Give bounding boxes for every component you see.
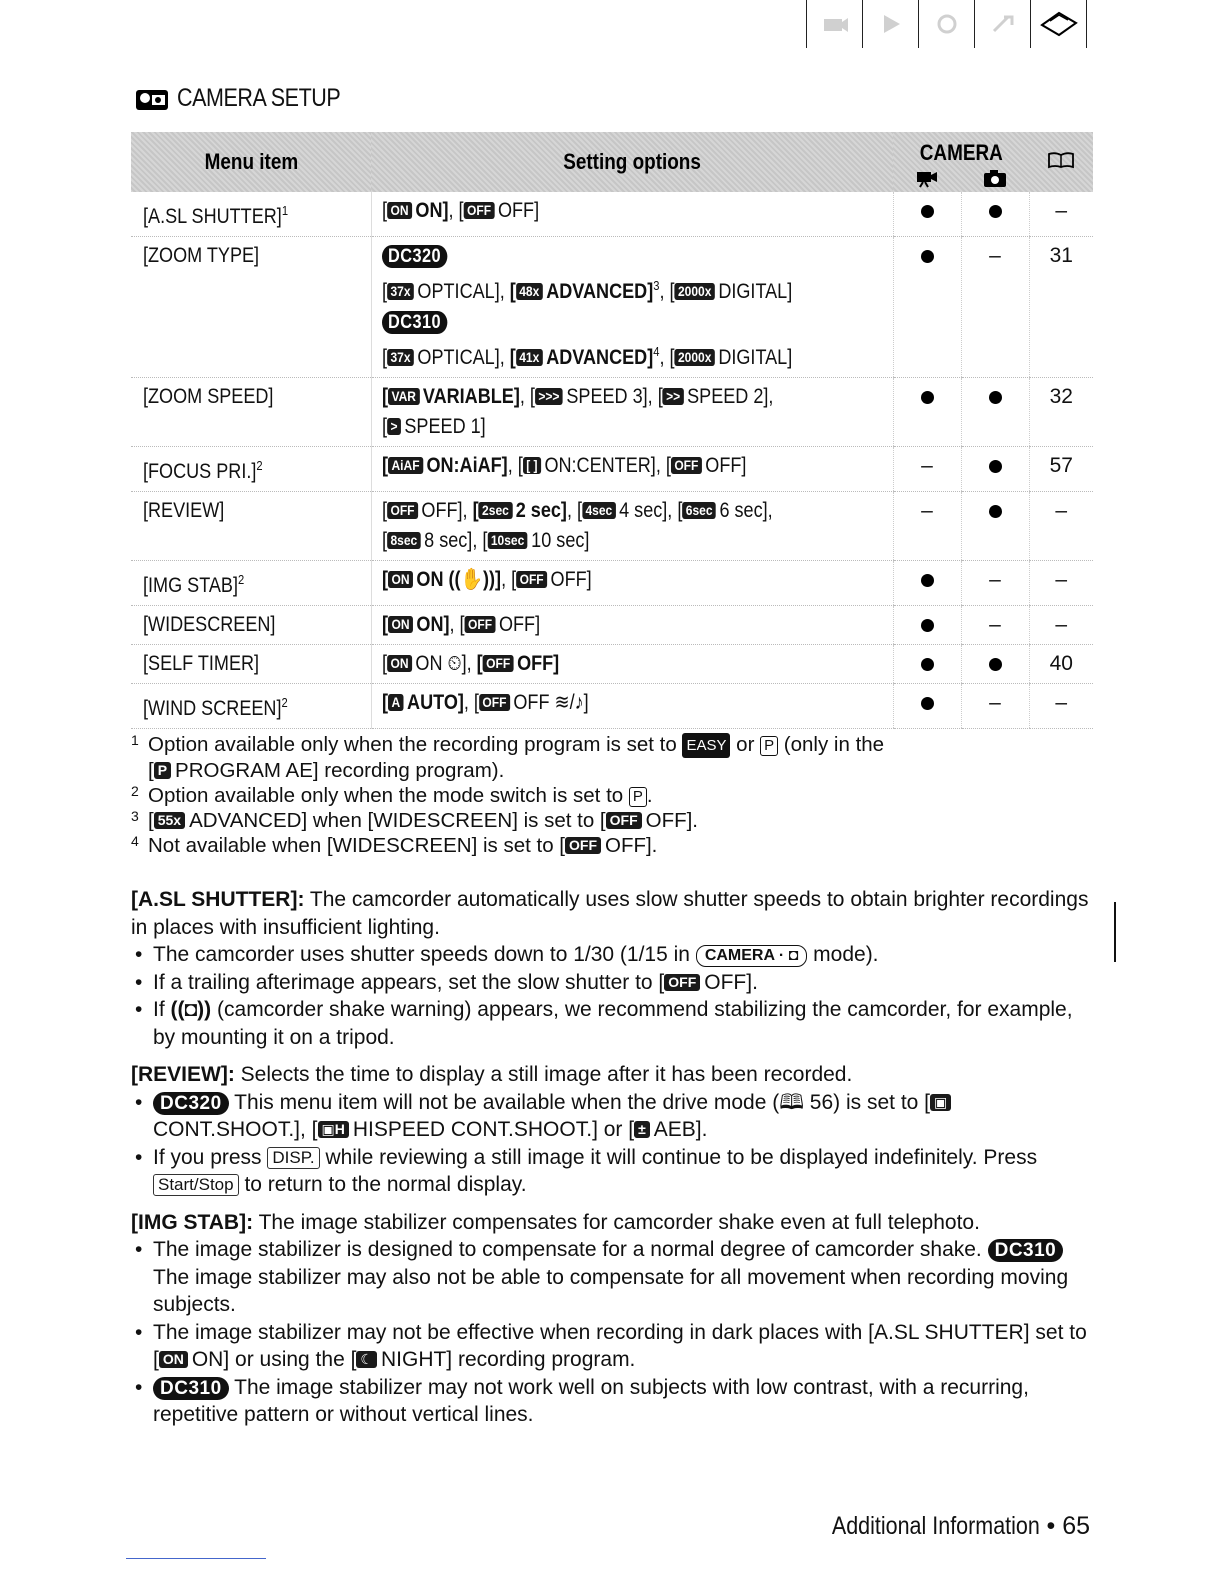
available-dot — [921, 658, 934, 671]
reference-page-cell: – — [1029, 684, 1093, 729]
available-dot — [989, 505, 1002, 518]
bullet-list — [131, 941, 1091, 1051]
available-dot — [921, 619, 934, 632]
footnote: 3 [ 55x ADVANCED] when [WIDESCREEN] is set to [ OFF OFF]. — [131, 808, 699, 832]
settings-table — [131, 132, 1093, 729]
movie-availability — [893, 606, 961, 645]
unavailable-mark: – — [989, 568, 1001, 591]
movie-availability — [893, 237, 961, 378]
movie-availability — [893, 447, 961, 492]
page-title: CAMERA SETUP — [177, 84, 341, 112]
page-footer — [798, 1512, 1090, 1541]
photo-availability — [961, 645, 1029, 684]
section-heading — [135, 84, 367, 113]
camera-setup-icon — [135, 86, 169, 112]
menu-item-cell: [ZOOM TYPE] — [131, 237, 371, 378]
photo-availability — [961, 561, 1029, 606]
menu-item-cell: [REVIEW] — [131, 492, 371, 561]
setting-options-cell: [ VAR VARIABLE], [ >>> SPEED 3], [ >> SPEED 2], [ > SPEED 1] — [371, 378, 893, 447]
movie-availability — [893, 561, 961, 606]
table-row — [131, 684, 1093, 729]
unavailable-mark: – — [921, 499, 933, 522]
table-row — [131, 378, 1093, 447]
reference-page-cell: 32 — [1029, 378, 1093, 447]
photo-availability — [961, 447, 1029, 492]
footer-bullet: • — [1046, 1512, 1056, 1540]
unavailable-mark: – — [989, 613, 1001, 636]
menu-item-cell: [FOCUS PRI.]$^2$ — [131, 447, 371, 492]
available-dot — [989, 391, 1002, 404]
photo-availability — [961, 192, 1029, 237]
bullet-item: • DC310 The image stabilizer may not work well on subjects with low contrast, with a recurring, repetitive pattern or without vertical lines. — [131, 1374, 1091, 1429]
setting-options-cell: [ ON ON], [ OFF OFF] — [371, 192, 893, 237]
photo-availability — [961, 492, 1029, 561]
menu-item-cell: [SELF TIMER] — [131, 645, 371, 684]
available-dot — [989, 658, 1002, 671]
table-header-row — [131, 132, 1093, 192]
table-row — [131, 447, 1093, 492]
photo-mode-icon — [982, 168, 1008, 188]
bullet-item: • If you press DISP. while reviewing a still image it will continue to be displayed indefinitely. Press Start/Stop to return to the normal display. — [131, 1144, 1091, 1199]
bullet-item: • If a trailing afterimage appears, set the slow shutter to [ OFF OFF]. — [131, 969, 1091, 997]
movie-availability — [893, 645, 961, 684]
book-tab[interactable] — [1030, 0, 1087, 48]
unavailable-mark: – — [989, 244, 1001, 267]
margin-change-bar — [1114, 902, 1116, 962]
book-tab-icon — [1039, 9, 1079, 39]
reference-page-cell: 57 — [1029, 447, 1093, 492]
unavailable-mark: – — [921, 454, 933, 477]
top-nav — [806, 0, 1087, 50]
available-dot — [921, 391, 934, 404]
movie-mode-icon — [914, 168, 940, 188]
section-paragraph: [IMG STAB]: The image stabilizer compensates for camcorder shake even at full telephoto. — [131, 1210, 980, 1234]
header-menu-item: Menu item — [131, 132, 371, 192]
photo-availability — [961, 378, 1029, 447]
available-dot — [921, 574, 934, 587]
unavailable-mark: – — [989, 691, 1001, 714]
reference-page-cell: 31 — [1029, 237, 1093, 378]
setting-options-cell: [ A AUTO], [ OFF OFF ≋/♪] — [371, 684, 893, 729]
footnote: 4 Not available when [WIDESCREEN] is set to [ OFF OFF]. — [131, 833, 658, 857]
play-tab[interactable] — [862, 0, 918, 48]
table-row — [131, 492, 1093, 561]
header-camera: CAMERA — [893, 132, 1029, 192]
menu-item-cell: [IMG STAB]$^2$ — [131, 561, 371, 606]
table-row — [131, 645, 1093, 684]
table-row — [131, 192, 1093, 237]
available-dot — [921, 250, 934, 263]
reference-page-cell: – — [1029, 606, 1093, 645]
section-paragraph: [REVIEW]: Selects the time to display a still image after it has been recorded. — [131, 1063, 853, 1086]
menu-item-cell: [WIND SCREEN]$^2$ — [131, 684, 371, 729]
bottom-rule — [126, 1558, 266, 1559]
tools-tab[interactable] — [974, 0, 1030, 48]
footnotes — [131, 732, 1031, 858]
setting-options-cell: DC320 [ 37x OPTICAL], [ 48x ADVANCED]$^3$, [ 2000x DIGITAL] DC310 [ 37x OPTICAL], [ 41x ADVANCED]$^4$, [ 2000x DIGITAL] — [371, 237, 893, 378]
book-icon — [1047, 151, 1075, 169]
photo-availability — [961, 684, 1029, 729]
tools-tab-icon — [988, 11, 1018, 37]
page-number: 65 — [1062, 1512, 1090, 1540]
bullet-list — [131, 1236, 1091, 1429]
available-dot — [989, 205, 1002, 218]
menu-item-cell: [ZOOM SPEED] — [131, 378, 371, 447]
body-section — [131, 1061, 1091, 1199]
reference-page-cell: 40 — [1029, 645, 1093, 684]
body-text — [131, 886, 1091, 1439]
reference-page-cell: – — [1029, 492, 1093, 561]
section-paragraph: [A.SL SHUTTER]: The camcorder automatically uses slow shutter speeds to obtain brighter recordings in places with insufficient lighting. — [131, 888, 1089, 939]
footnote: 2 Option available only when the mode switch is set to P . — [131, 783, 653, 807]
footer-text: Additional Information — [831, 1512, 1040, 1540]
photo-availability — [961, 606, 1029, 645]
footnote: 1 Option available only when the recording program is set to EASY or P (only in the [ P PROGRAM AE] recording program). — [131, 732, 885, 782]
bullet-item: • The camcorder uses shutter speeds down to 1/30 (1/15 in CAMERA · ◘ mode). — [131, 941, 1091, 969]
settings-tab[interactable] — [918, 0, 974, 48]
movie-availability — [893, 378, 961, 447]
body-section — [131, 886, 1091, 1051]
table-row — [131, 561, 1093, 606]
bullet-item: • DC320 This menu item will not be available when the drive mode (🕮 56) is set to [ ▣CONT.SHOOT.], [ ▣H HISPEED CONT.SHOOT.] or [ ± AEB]. — [131, 1089, 1091, 1144]
camera-tab-icon — [820, 11, 850, 37]
camera-tab[interactable] — [806, 0, 862, 48]
available-dot — [989, 460, 1002, 473]
header-reference-page — [1029, 132, 1093, 192]
setting-options-cell: [ AiAF ON:AiAF], [ [ ] ON:CENTER], [ OFF OFF] — [371, 447, 893, 492]
movie-availability — [893, 684, 961, 729]
available-dot — [921, 697, 934, 710]
menu-item-cell: [WIDESCREEN] — [131, 606, 371, 645]
reference-page-cell: – — [1029, 192, 1093, 237]
bullet-list — [131, 1089, 1091, 1199]
setting-options-cell: [ OFF OFF], [ 2sec 2 sec], [ 4sec 4 sec], [ 6sec 6 sec], [ 8sec 8 sec], [ 10sec 10 sec] — [371, 492, 893, 561]
setting-options-cell: [ ON ON ⏲], [ OFF OFF] — [371, 645, 893, 684]
bullet-item: • The image stabilizer may not be effective when recording in dark places with [A.SL SHUTTER] set to [ ON ON] or using the [ ☾ NIGHT] recording program. — [131, 1319, 1091, 1374]
reference-page-cell: – — [1029, 561, 1093, 606]
setting-options-cell: [ ON ON ((✋))], [ OFF OFF] — [371, 561, 893, 606]
available-dot — [921, 205, 934, 218]
movie-availability — [893, 492, 961, 561]
table-row — [131, 606, 1093, 645]
table-row — [131, 237, 1093, 378]
play-tab-icon — [876, 11, 906, 37]
settings-tab-icon — [932, 11, 962, 37]
bullet-item: • The image stabilizer is designed to compensate for a normal degree of camcorder shake. DC310 The image stabilizer may also not be able to compensate for all movement when recording moving subjects. — [131, 1236, 1091, 1319]
body-section — [131, 1209, 1091, 1429]
movie-availability — [893, 192, 961, 237]
bullet-item: • If ((◘)) (camcorder shake warning) appears, we recommend stabilizing the camcorder, for example, by mounting it on a tripod. — [131, 996, 1091, 1051]
header-setting-options: Setting options — [371, 132, 893, 192]
photo-availability — [961, 237, 1029, 378]
setting-options-cell: [ ON ON], [ OFF OFF] — [371, 606, 893, 645]
menu-item-cell: [A.SL SHUTTER]$^1$ — [131, 192, 371, 237]
